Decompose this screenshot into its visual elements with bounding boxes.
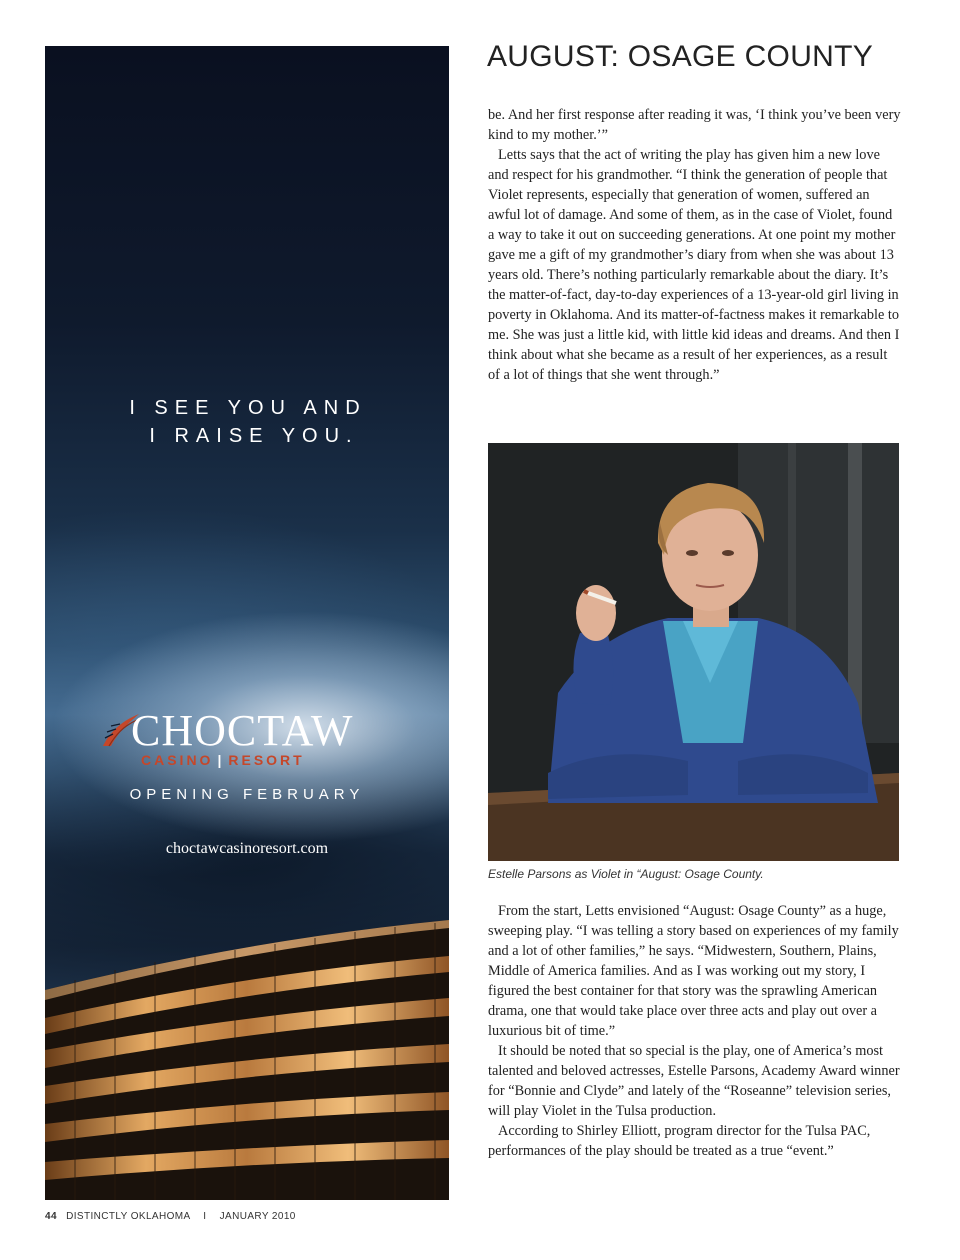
publication-name: DISTINCTLY OKLAHOMA — [66, 1211, 191, 1222]
casino-building-image — [45, 920, 449, 1200]
photo-caption: Estelle Parsons as Violet in “August: Osage County. — [488, 867, 764, 881]
logo-wordmark: CHOCTAW — [131, 706, 354, 755]
logo-sub-resort: RESORT — [228, 752, 305, 768]
paragraph: be. And her first response after reading it was, ‘I think you’ve been very kind to my mother.’” — [488, 107, 901, 143]
logo-sub-divider: | — [217, 752, 225, 768]
estelle-parsons-photo — [488, 443, 899, 861]
article-body-top — [488, 105, 902, 385]
article-body-bottom — [488, 901, 902, 1161]
choctaw-advertisement[interactable] — [45, 46, 449, 1200]
ad-website-link[interactable]: choctawcasinoresort.com — [165, 840, 329, 857]
page-number: 44 — [45, 1211, 57, 1222]
paragraph: According to Shirley Elliott, program director for the Tulsa PAC, performances of the play should be treated as a true “event.” — [488, 1123, 871, 1159]
choctaw-logo — [97, 708, 397, 770]
ad-tagline — [45, 394, 449, 450]
logo-subtitle — [141, 752, 305, 768]
article-heading: AUGUST: OSAGE COUNTY — [487, 40, 874, 73]
paragraph: It should be noted that so special is the play, one of America’s most talented and beloved actresses, Estelle Parsons, Academy Award winner for “Bonnie and Clyde” and lately of the “Roseanne” television series, will play Violet in the Tulsa production. — [488, 1043, 900, 1119]
ad-tagline-line1: I SEE YOU AND — [129, 397, 367, 419]
ad-tagline-line2: I RAISE YOU. — [149, 425, 359, 447]
issue-date: JANUARY 2010 — [219, 1211, 296, 1222]
paragraph: From the start, Letts envisioned “August: Osage County” as a huge, sweeping play. “I was telling a story based on experiences of my family and a lot of other families,” he says. “Midwestern, Southern, Plains, Middle of America families. And as I was working out my story, I figured the best container for that story was the sprawling American drama, one that would take place over three acts and play out over a luxurious bit of time.” — [488, 903, 899, 1039]
page-footer — [45, 1211, 296, 1222]
logo-sub-casino: CASINO — [141, 752, 214, 768]
paragraph: Letts says that the act of writing the play has given him a new love and respect for his grandmother. “I think the generation of people that Violet represents, especially that generation of women, suffered an awful lot of damage. And some of them, as in the case of Violet, found a way to take it out on succeeding generations. At one point my mother gave me a gift of my grandmother’s diary from when she was about 13 years old. There’s nothing particularly remarkable about the diary. It’s the matter-of-fact, day-to-day experiences of a 13-year-old girl living in poverty in Oklahoma. And its matter-of-factness makes it remarkable to me. She was just a little kid, with little kid ideas and dreams. And then I think about what she became as a result of her experiences, as a result of a lot of things that she went through.” — [488, 147, 900, 383]
footer-separator: I — [203, 1211, 207, 1222]
ad-opening-text: OPENING FEBRUARY — [129, 786, 365, 803]
article-photo — [488, 443, 899, 861]
